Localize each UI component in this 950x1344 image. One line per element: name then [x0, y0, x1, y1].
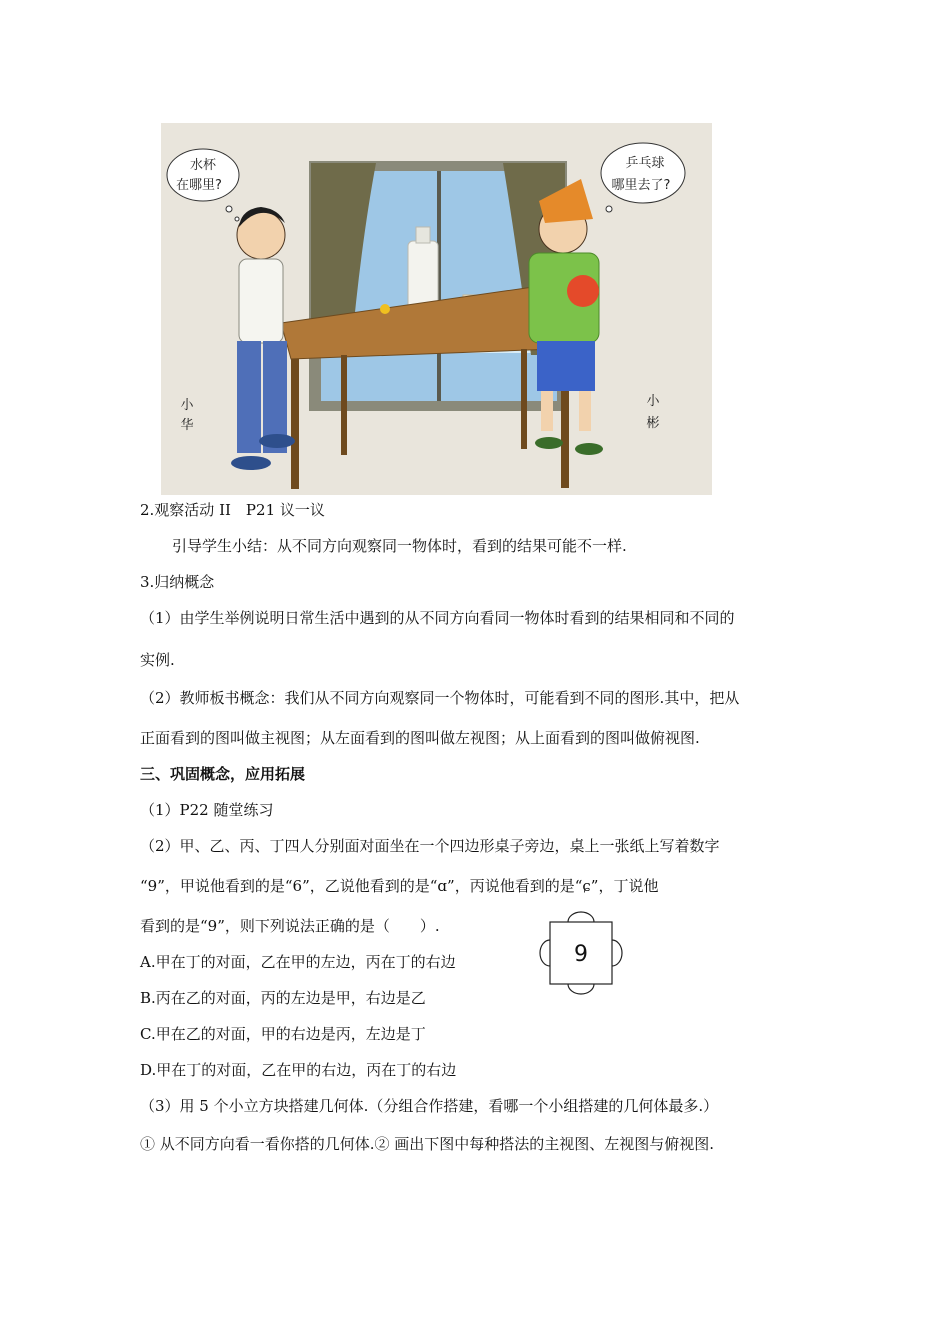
paragraph-concept: （2）教师板书概念：我们从不同方向观察同一个物体时，可能看到不同的图形.其中，把从	[140, 689, 740, 707]
bubble-right-text-2: 哪里去了?	[611, 178, 671, 193]
paragraph-examples: （1）由学生举例说明日常生活中遇到的从不同方向看同一物体时看到的结果相同和不同的	[140, 609, 735, 627]
exercise-2-question-end: 看到的是“9”，则下列说法正确的是（ ）.	[140, 917, 440, 935]
section-heading-three: 三、巩固概念，应用拓展	[140, 765, 306, 783]
option-a: A.甲在丁的对面，乙在甲的左边，丙在丁的右边	[140, 953, 456, 971]
summary-text: 引导学生小结：从不同方向观察同一物体时，看到的结果可能不一样.	[172, 537, 627, 555]
exercise-3-tasks: ① 从不同方向看一看你搭的几何体.② 画出下图中每种搭法的主视图、左视图与俯视图.	[140, 1135, 715, 1153]
table-figure	[538, 910, 624, 996]
bubble-right-text-1: 乒乓球	[625, 156, 665, 171]
exercise-2-question: （2）甲、乙、丙、丁四人分别面对面坐在一个四边形桌子旁边，桌上一张纸上写着数字	[140, 837, 720, 855]
heading-observation-activity: 2.观察活动 II P21 议一议	[140, 501, 325, 519]
name-left-2: 华	[180, 418, 194, 433]
table-digit: 9	[574, 942, 588, 967]
option-c: C.甲在乙的对面，甲的右边是丙，左边是丁	[140, 1025, 426, 1043]
paragraph-concept-cont: 正面看到的图叫做主视图；从左面看到的图叫做左视图；从上面看到的图叫做俯视图.	[140, 729, 700, 747]
option-d: D.甲在丁的对面，乙在甲的右边，丙在丁的右边	[140, 1061, 457, 1079]
exercise-3: （3）用 5 个小立方块搭建几何体.（分组合作搭建，看哪一个小组搭建的几何体最多.）	[140, 1097, 719, 1115]
bubble-left-text-1: 水杯	[189, 158, 217, 173]
name-left-1: 小	[180, 398, 194, 413]
paragraph-examples-cont: 实例.	[140, 651, 175, 669]
option-b: B.丙在乙的对面，丙的左边是甲，右边是乙	[140, 989, 426, 1007]
name-right-1: 小	[646, 394, 660, 409]
exercise-1: （1）P22 随堂练习	[140, 801, 274, 819]
bubble-left-text-2: 在哪里?	[176, 178, 222, 193]
name-right-2: 彬	[646, 416, 660, 431]
illustration	[161, 123, 712, 495]
heading-concept: 3.归纳概念	[140, 573, 215, 591]
exercise-2-question-cont: “9”，甲说他看到的是“6”，乙说他看到的是“ɑ”，丙说他看到的是“ɕ”，丁说他	[140, 877, 659, 895]
